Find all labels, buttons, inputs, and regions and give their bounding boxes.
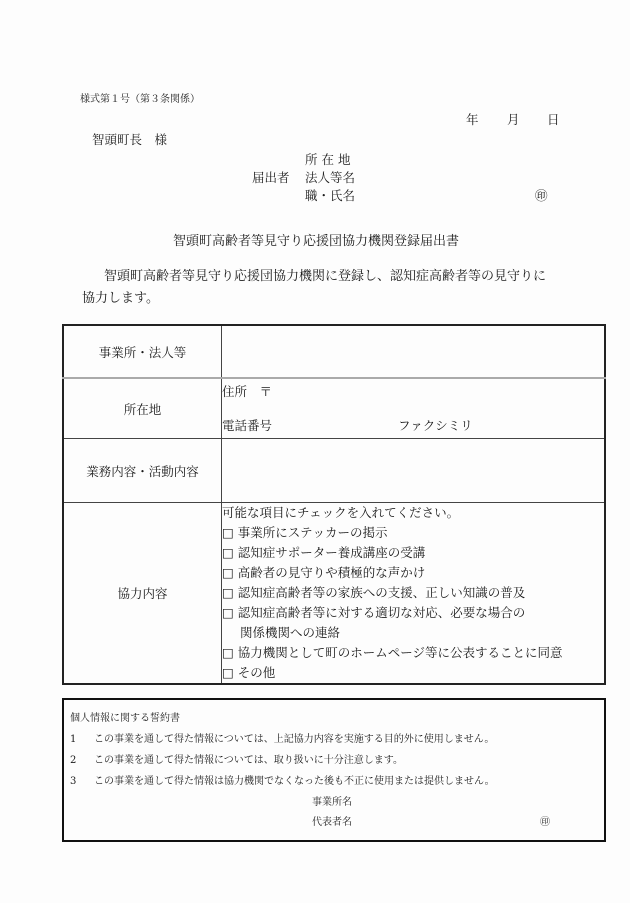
title-name-label: 職・氏名 [305,188,356,203]
field-location[interactable] [222,378,606,439]
intro-line2: 協力します。 [82,291,159,306]
checkbox-icon[interactable]: □ [222,565,234,580]
check-item-other[interactable]: □ その他 [222,665,276,680]
check-item-publish-consent[interactable]: □ 協力機関として町のホームページ等に公表することに同意 [222,645,563,660]
check-item-sticker[interactable]: □ 事業所にステッカーの掲示 [222,525,388,540]
address-label: 住所 〒 [222,383,273,399]
label-activities: 業務内容・活動内容 [63,439,222,503]
phone-label: 電話番号 [222,417,273,433]
office-name-label: 事業所名 [312,797,352,808]
check-item-watching[interactable]: □ 高齢者の見守りや積極的な声かけ [222,565,426,580]
checkbox-icon[interactable]: □ [222,585,234,600]
checkbox-icon[interactable]: □ [222,525,234,540]
form-number: 様式第１号（第３条関係） [80,94,200,105]
addressee: 智頭町長 様 [92,132,168,147]
location-label: 所 在 地 [305,152,351,167]
checkbox-icon[interactable]: □ [222,545,234,560]
check-item-continuation: 関係機関への連絡 [240,625,341,640]
pledge-item-2: 2 この事業を通して得た情報については、取り扱いに十分注意します。 [70,755,403,766]
date-day: 日 [547,112,560,127]
pledge-box [62,698,606,842]
label-cooperation: 協力内容 [63,503,222,685]
fax-label: ファクシミリ [398,417,473,433]
label-business: 事業所・法人等 [63,325,222,378]
document-title: 智頭町高齢者等見守り応援団協力機関登録届出書 [173,234,460,249]
checkbox-icon[interactable]: □ [222,605,234,620]
applicant-label: 届出者 [252,170,290,185]
field-business[interactable] [222,325,606,378]
pledge-item-1: 1 この事業を通して得た情報については、上記協力内容を実施する目的外に使用しません。 [70,734,495,745]
check-item-supporter-course[interactable]: □ 認知症サポーター養成講座の受講 [222,545,426,560]
field-activities[interactable] [222,439,606,503]
registration-table [62,324,606,685]
seal-mark: ㊞ [535,188,548,203]
field-cooperation [222,503,606,685]
check-item-appropriate-response[interactable]: □ 認知症高齢者等に対する適切な対応、必要な場合の [222,605,526,620]
corp-name-label: 法人等名 [305,170,356,185]
checkbox-icon[interactable]: □ [222,645,234,660]
cooperation-instruction: 可能な項目にチェックを入れてください。 [222,505,460,520]
pledge-item-3: 3 この事業を通して得た情報は協力機関でなくなった後も不正に使用または提供しません。 [70,776,495,787]
row-activities [63,439,605,503]
pledge-seal-mark: ㊞ [540,817,550,828]
check-item-family-support[interactable]: □ 認知症高齢者等の家族への支援、正しい知識の普及 [222,585,526,600]
intro-line1: 智頭町高齢者等見守り応援団協力機関に登録し、認知症高齢者等の見守りに [104,269,547,284]
representative-label: 代表者名 [312,817,352,828]
pledge-title: 個人情報に関する誓約書 [70,713,180,724]
label-location: 所在地 [63,378,222,439]
row-location [63,378,605,439]
row-business [63,325,605,378]
date-year: 年 [466,112,479,127]
row-cooperation [63,503,605,685]
checkbox-icon[interactable]: □ [222,665,234,680]
date-month: 月 [507,112,520,127]
